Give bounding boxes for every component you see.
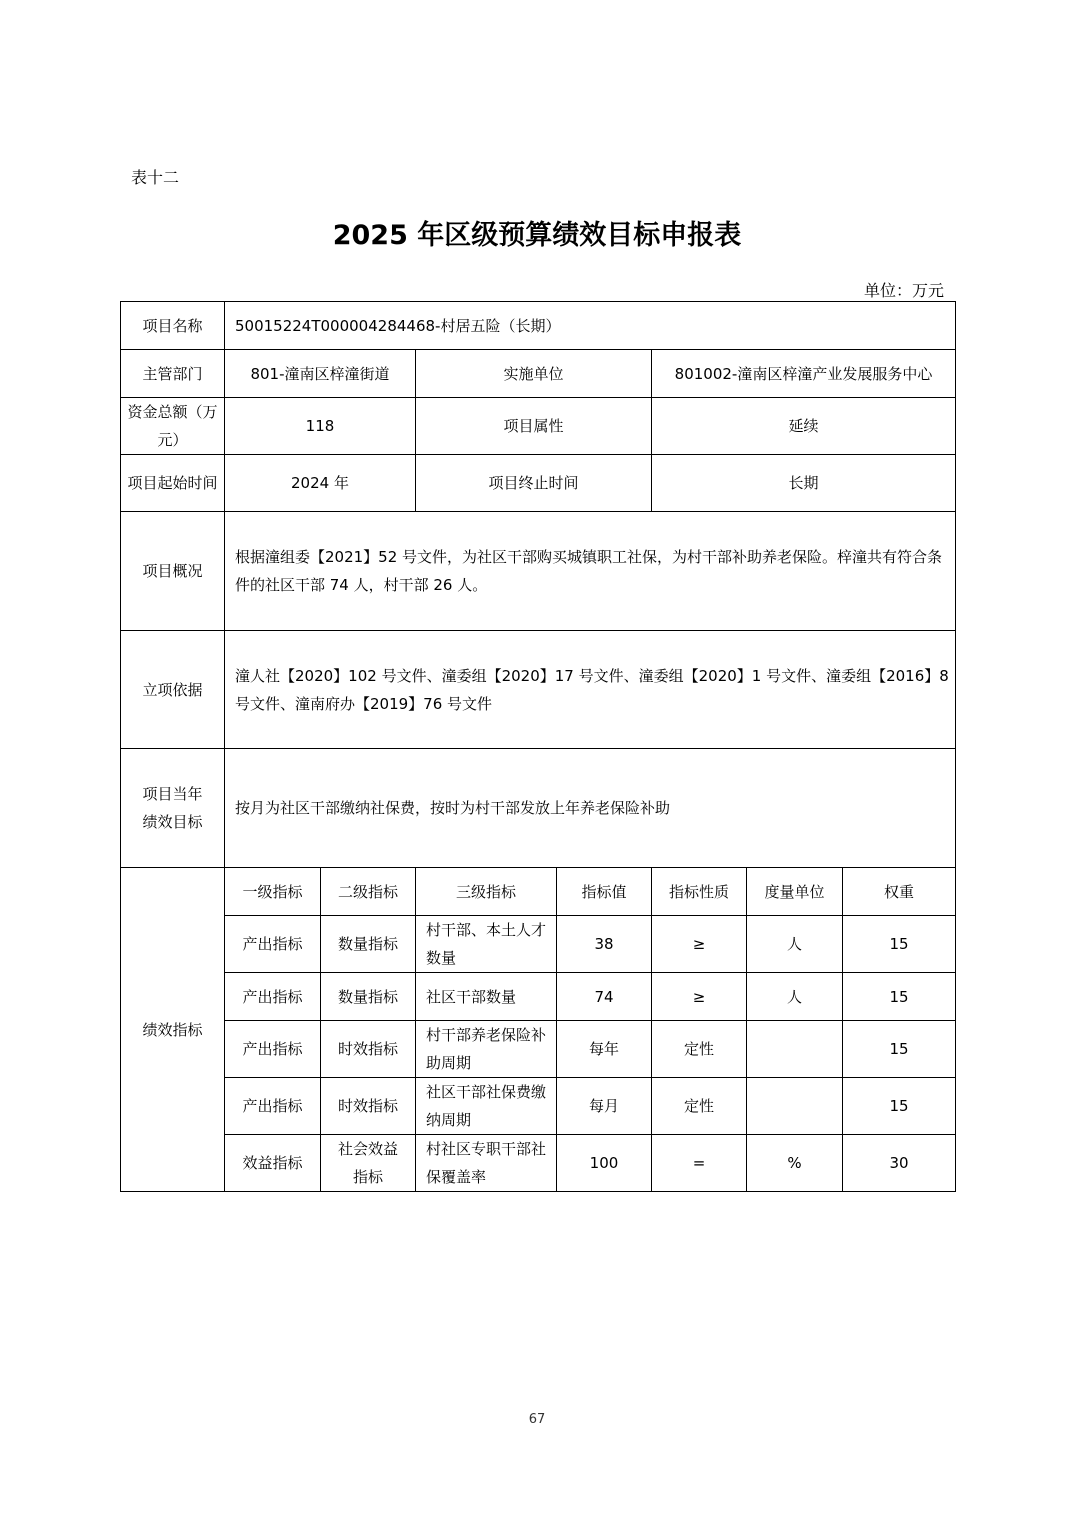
start-value: 2024 年 bbox=[225, 455, 416, 512]
perf-cell: 村干部养老保险补助周期 bbox=[416, 1021, 557, 1078]
fund-label: 资金总额（万元） bbox=[121, 398, 225, 455]
start-label: 项目起始时间 bbox=[121, 455, 225, 512]
perf-cell: 产出指标 bbox=[225, 1078, 321, 1135]
perf-cell: 38 bbox=[557, 916, 652, 973]
perf-cell: 时效指标 bbox=[321, 1021, 416, 1078]
perf-row bbox=[121, 916, 956, 973]
perf-cell: 每月 bbox=[557, 1078, 652, 1135]
perf-cell: 产出指标 bbox=[225, 1021, 321, 1078]
project-name-label: 项目名称 bbox=[121, 302, 225, 350]
attr-label: 项目属性 bbox=[416, 398, 652, 455]
dept-value: 801-潼南区梓潼街道 bbox=[225, 350, 416, 398]
perf-header: 权重 bbox=[843, 868, 956, 916]
perf-cell bbox=[747, 1078, 843, 1135]
perf-cell: 产出指标 bbox=[225, 916, 321, 973]
basis-label: 立项依据 bbox=[121, 631, 225, 749]
perf-cell: 每年 bbox=[557, 1021, 652, 1078]
perf-header: 二级指标 bbox=[321, 868, 416, 916]
goal-value: 按月为社区干部缴纳社保费，按时为村干部发放上年养老保险补助 bbox=[225, 749, 956, 868]
perf-cell: 人 bbox=[747, 916, 843, 973]
page-title: 2025 年区级预算绩效目标申报表 bbox=[332, 220, 742, 251]
perf-cell: 15 bbox=[843, 973, 956, 1021]
perf-cell: 数量指标 bbox=[321, 916, 416, 973]
perf-header: 度量单位 bbox=[747, 868, 843, 916]
perf-cell: 效益指标 bbox=[225, 1135, 321, 1192]
perf-cell: 定性 bbox=[652, 1021, 747, 1078]
perf-cell: 15 bbox=[843, 1021, 956, 1078]
perf-cell bbox=[747, 1021, 843, 1078]
perf-cell: 定性 bbox=[652, 1078, 747, 1135]
impl-label: 实施单位 bbox=[416, 350, 652, 398]
perf-cell: 时效指标 bbox=[321, 1078, 416, 1135]
perf-row bbox=[121, 1021, 956, 1078]
perf-row bbox=[121, 1135, 956, 1192]
attr-value: 延续 bbox=[652, 398, 956, 455]
perf-header: 一级指标 bbox=[225, 868, 321, 916]
perf-header: 三级指标 bbox=[416, 868, 557, 916]
perf-cell: % bbox=[747, 1135, 843, 1192]
perf-cell: 15 bbox=[843, 1078, 956, 1135]
perf-cell: 社区干部数量 bbox=[416, 973, 557, 1021]
perf-cell: 人 bbox=[747, 973, 843, 1021]
end-label: 项目终止时间 bbox=[416, 455, 652, 512]
impl-value: 801002-潼南区梓潼产业发展服务中心 bbox=[652, 350, 956, 398]
perf-header: 指标值 bbox=[557, 868, 652, 916]
goal-label: 项目当年绩效目标 bbox=[121, 749, 225, 868]
perf-header: 指标性质 bbox=[652, 868, 747, 916]
perf-cell: 15 bbox=[843, 916, 956, 973]
perf-cell: 100 bbox=[557, 1135, 652, 1192]
overview-value: 根据潼组委【2021】52 号文件，为社区干部购买城镇职工社保，为村干部补助养老保险。梓潼共有符合条件的社区干部 74 人，村干部 26 人。 bbox=[225, 512, 956, 631]
perf-cell: ≥ bbox=[652, 973, 747, 1021]
perf-cell: 村干部、本土人才数量 bbox=[416, 916, 557, 973]
perf-cell: 村社区专职干部社保覆盖率 bbox=[416, 1135, 557, 1192]
end-value: 长期 bbox=[652, 455, 956, 512]
page-number: 67 bbox=[528, 1412, 546, 1427]
basis-value: 潼人社【2020】102 号文件、潼委组【2020】17 号文件、潼委组【2020】1 号文件、潼委组【2016】8 号文件、潼南府办【2019】76 号文件 bbox=[225, 631, 956, 749]
perf-cell: 74 bbox=[557, 973, 652, 1021]
perf-cell: ≥ bbox=[652, 916, 747, 973]
perf-label: 绩效指标 bbox=[121, 868, 225, 1192]
perf-cell: 30 bbox=[843, 1135, 956, 1192]
dept-label: 主管部门 bbox=[121, 350, 225, 398]
perf-cell: 社区干部社保费缴纳周期 bbox=[416, 1078, 557, 1135]
perf-cell: 社会效益指标 bbox=[321, 1135, 416, 1192]
perf-cell: = bbox=[652, 1135, 747, 1192]
perf-cell: 产出指标 bbox=[225, 973, 321, 1021]
unit-label: 单位：万元 bbox=[863, 281, 944, 300]
project-name-value: 50015224T000004284468-村居五险（长期） bbox=[225, 302, 956, 350]
fund-value: 118 bbox=[225, 398, 416, 455]
budget-performance-table bbox=[120, 301, 956, 1192]
overview-label: 项目概况 bbox=[121, 512, 225, 631]
table-number: 表十二 bbox=[131, 168, 180, 187]
perf-row bbox=[121, 1078, 956, 1135]
perf-cell: 数量指标 bbox=[321, 973, 416, 1021]
perf-row bbox=[121, 973, 956, 1021]
